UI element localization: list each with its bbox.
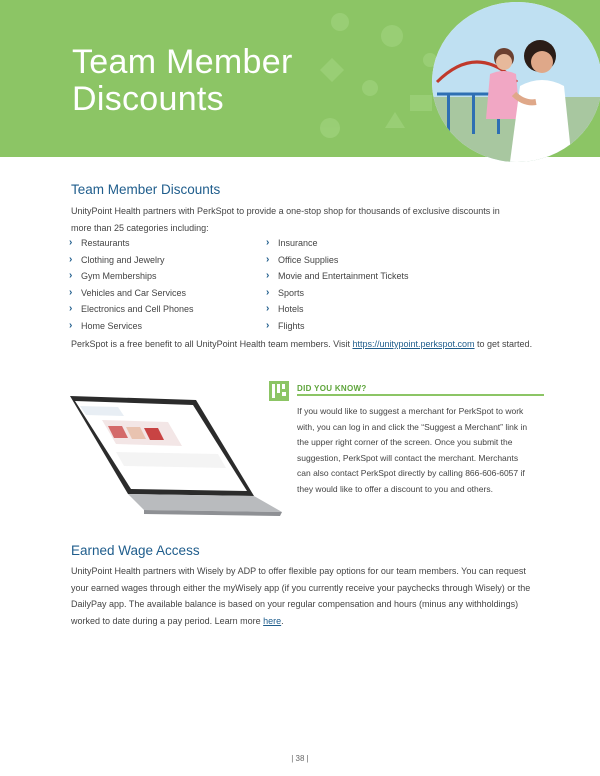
list-item: › Home Services bbox=[69, 318, 259, 335]
list-item: › Vehicles and Car Services bbox=[69, 285, 259, 302]
lightbulb-icon bbox=[268, 380, 290, 402]
categories-left-list bbox=[69, 235, 259, 334]
page-title: Team Member Discounts bbox=[72, 43, 293, 118]
chevron-right-icon: › bbox=[69, 237, 73, 248]
list-item: › Gym Memberships bbox=[69, 268, 259, 285]
list-item: › Clothing and Jewelry bbox=[69, 252, 259, 269]
chevron-right-icon: › bbox=[266, 303, 270, 314]
page-number: | 38 | bbox=[291, 754, 309, 763]
did-you-know-title: DID YOU KNOW? bbox=[297, 384, 367, 393]
chevron-right-icon: › bbox=[69, 253, 73, 265]
list-item: › Insurance bbox=[266, 235, 496, 252]
list-item: › Office Supplies bbox=[266, 252, 496, 269]
wage-access-heading: Earned Wage Access bbox=[71, 543, 200, 558]
chevron-right-icon: › bbox=[69, 303, 73, 314]
list-item: › Movie and Entertainment Tickets bbox=[266, 268, 496, 285]
categories-right-list bbox=[266, 235, 496, 334]
list-item: › Electronics and Cell Phones bbox=[69, 301, 259, 318]
wage-access-body: UnityPoint Health partners with Wisely by ADP to offer flexible pay options for our team members. You can request your earned wages through either the myWisely app (if you currently receive your paychecks through Wisely) or the DailyPay app. The available balance is based on your regular compensation and hours (minus any withholdings) worked to date during a pay period. Learn more here. bbox=[71, 566, 531, 626]
learn-more-link[interactable]: here bbox=[263, 615, 282, 626]
chevron-right-icon: › bbox=[266, 319, 270, 331]
chevron-right-icon: › bbox=[266, 286, 270, 298]
chevron-right-icon: › bbox=[69, 319, 73, 331]
discounts-intro: UnityPoint Health partners with PerkSpot to provide a one-stop shop for thousands of exclusive discounts in more than 25 categories including: bbox=[71, 206, 500, 233]
chevron-right-icon: › bbox=[69, 286, 73, 298]
list-item: › Restaurants bbox=[69, 235, 259, 252]
hero-photo bbox=[432, 2, 600, 162]
perkspot-link[interactable]: https://unitypoint.perkspot.com bbox=[352, 339, 475, 349]
chevron-right-icon: › bbox=[69, 270, 73, 281]
chevron-right-icon: › bbox=[266, 253, 270, 265]
laptop-illustration bbox=[58, 392, 286, 522]
list-item: › Hotels bbox=[266, 301, 496, 318]
list-item: › Flights bbox=[266, 318, 496, 335]
did-you-know-body: If you would like to suggest a merchant for PerkSpot to work with, you can log in and click the “Suggest a Merchant” link in the upper right corner of the screen. Once you submit the suggestion, PerkSpot will contact the merchant. Merchants can also contact PerkSpot directly by calling 866-606-6057 if they would like to offer a discount to you and others. bbox=[297, 406, 528, 494]
list-item: › Sports bbox=[266, 285, 496, 302]
did-you-know-divider bbox=[297, 394, 544, 396]
perkspot-benefit-text: PerkSpot is a free benefit to all UnityPoint Health team members. Visit https://unitypoint.perkspot.com to get started. bbox=[71, 339, 533, 349]
discounts-heading: Team Member Discounts bbox=[71, 182, 221, 197]
chevron-right-icon: › bbox=[266, 237, 270, 248]
chevron-right-icon: › bbox=[266, 270, 270, 281]
